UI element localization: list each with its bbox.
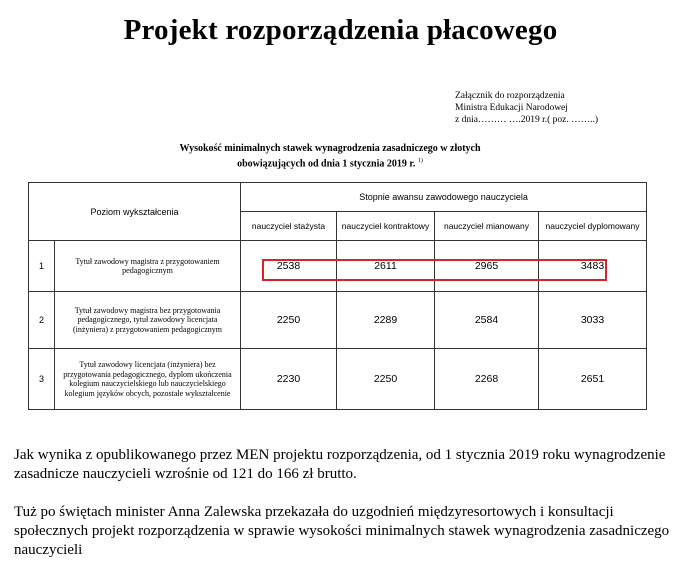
table-heading	[150, 142, 510, 170]
annex-line-3: z dnia……… ….2019 r.( poz. ……..)	[455, 115, 599, 125]
salary-table	[28, 182, 647, 410]
salary-value: 2611	[337, 241, 435, 292]
annex-note	[455, 90, 598, 126]
annex-line-1: Załącznik do rozporządzenia	[455, 91, 565, 101]
salary-value: 2250	[241, 292, 337, 349]
header-level-contract: nauczyciel kontraktowy	[337, 212, 435, 241]
salary-value: 2965	[435, 241, 539, 292]
salary-value: 2250	[337, 349, 435, 410]
row-number: 1	[29, 241, 55, 292]
header-level-chartered: nauczyciel dyplomowany	[539, 212, 647, 241]
row-number: 3	[29, 349, 55, 410]
table-heading-line-2: obowiązujących od dnia 1 stycznia 2019 r.	[237, 158, 416, 170]
header-education-level: Poziom wykształcenia	[29, 183, 241, 241]
salary-value: 2651	[539, 349, 647, 410]
row-description: Tytuł zawodowy licencjata (inżyniera) bez przygotowania pedagogicznego, dyplom ukończenia kolegium nauczycielskiego lub nauczycielskiego kolegium języków obcych, pozostałe wykształcenie	[55, 349, 241, 410]
salary-value: 2538	[241, 241, 337, 292]
row-description: Tytuł zawodowy magistra bez przygotowania pedagogicznego, tytuł zawodowy licencjata (inżyniera) z przygotowaniem pedagogicznym	[55, 292, 241, 349]
highlight-box	[262, 259, 607, 281]
article-paragraph-1: Jak wynika z opublikowanego przez MEN projektu rozporządzenia, od 1 stycznia 2019 roku wynagrodzenie zasadnicze nauczycieli wzrośnie od 121 do 166 zł brutto.	[14, 447, 666, 482]
article-paragraph-2: Tuż po świętach minister Anna Zalewska przekazała do uzgodnień międzyresortowych i konsultacji społecznych projekt rozporządzenia w sprawie wysokości minimalnych stawek wynagrodzenia zasadniczego nauczycieli	[14, 504, 670, 558]
table-heading-line-1: Wysokość minimalnych stawek wynagrodzenia zasadniczego w złotych	[179, 143, 481, 154]
header-promotion-levels: Stopnie awansu zawodowego nauczyciela	[241, 183, 647, 212]
salary-value: 2268	[435, 349, 539, 410]
salary-value: 2584	[435, 292, 539, 349]
salary-value: 3033	[539, 292, 647, 349]
row-number: 2	[29, 292, 55, 349]
table-row	[29, 349, 647, 410]
annex-line-2: Ministra Edukacji Narodowej	[455, 103, 568, 113]
header-level-trainee: nauczyciel stażysta	[241, 212, 337, 241]
row-description: Tytuł zawodowy magistra z przygotowaniem pedagogicznym	[55, 241, 241, 292]
salary-value: 3483	[539, 241, 647, 292]
salary-value: 2289	[337, 292, 435, 349]
page-title: Projekt rozporządzenia płacowego	[123, 14, 558, 46]
salary-value: 2230	[241, 349, 337, 410]
table-row	[29, 292, 647, 349]
footnote-marker: 1)	[417, 158, 423, 164]
header-level-appointed: nauczyciel mianowany	[435, 212, 539, 241]
